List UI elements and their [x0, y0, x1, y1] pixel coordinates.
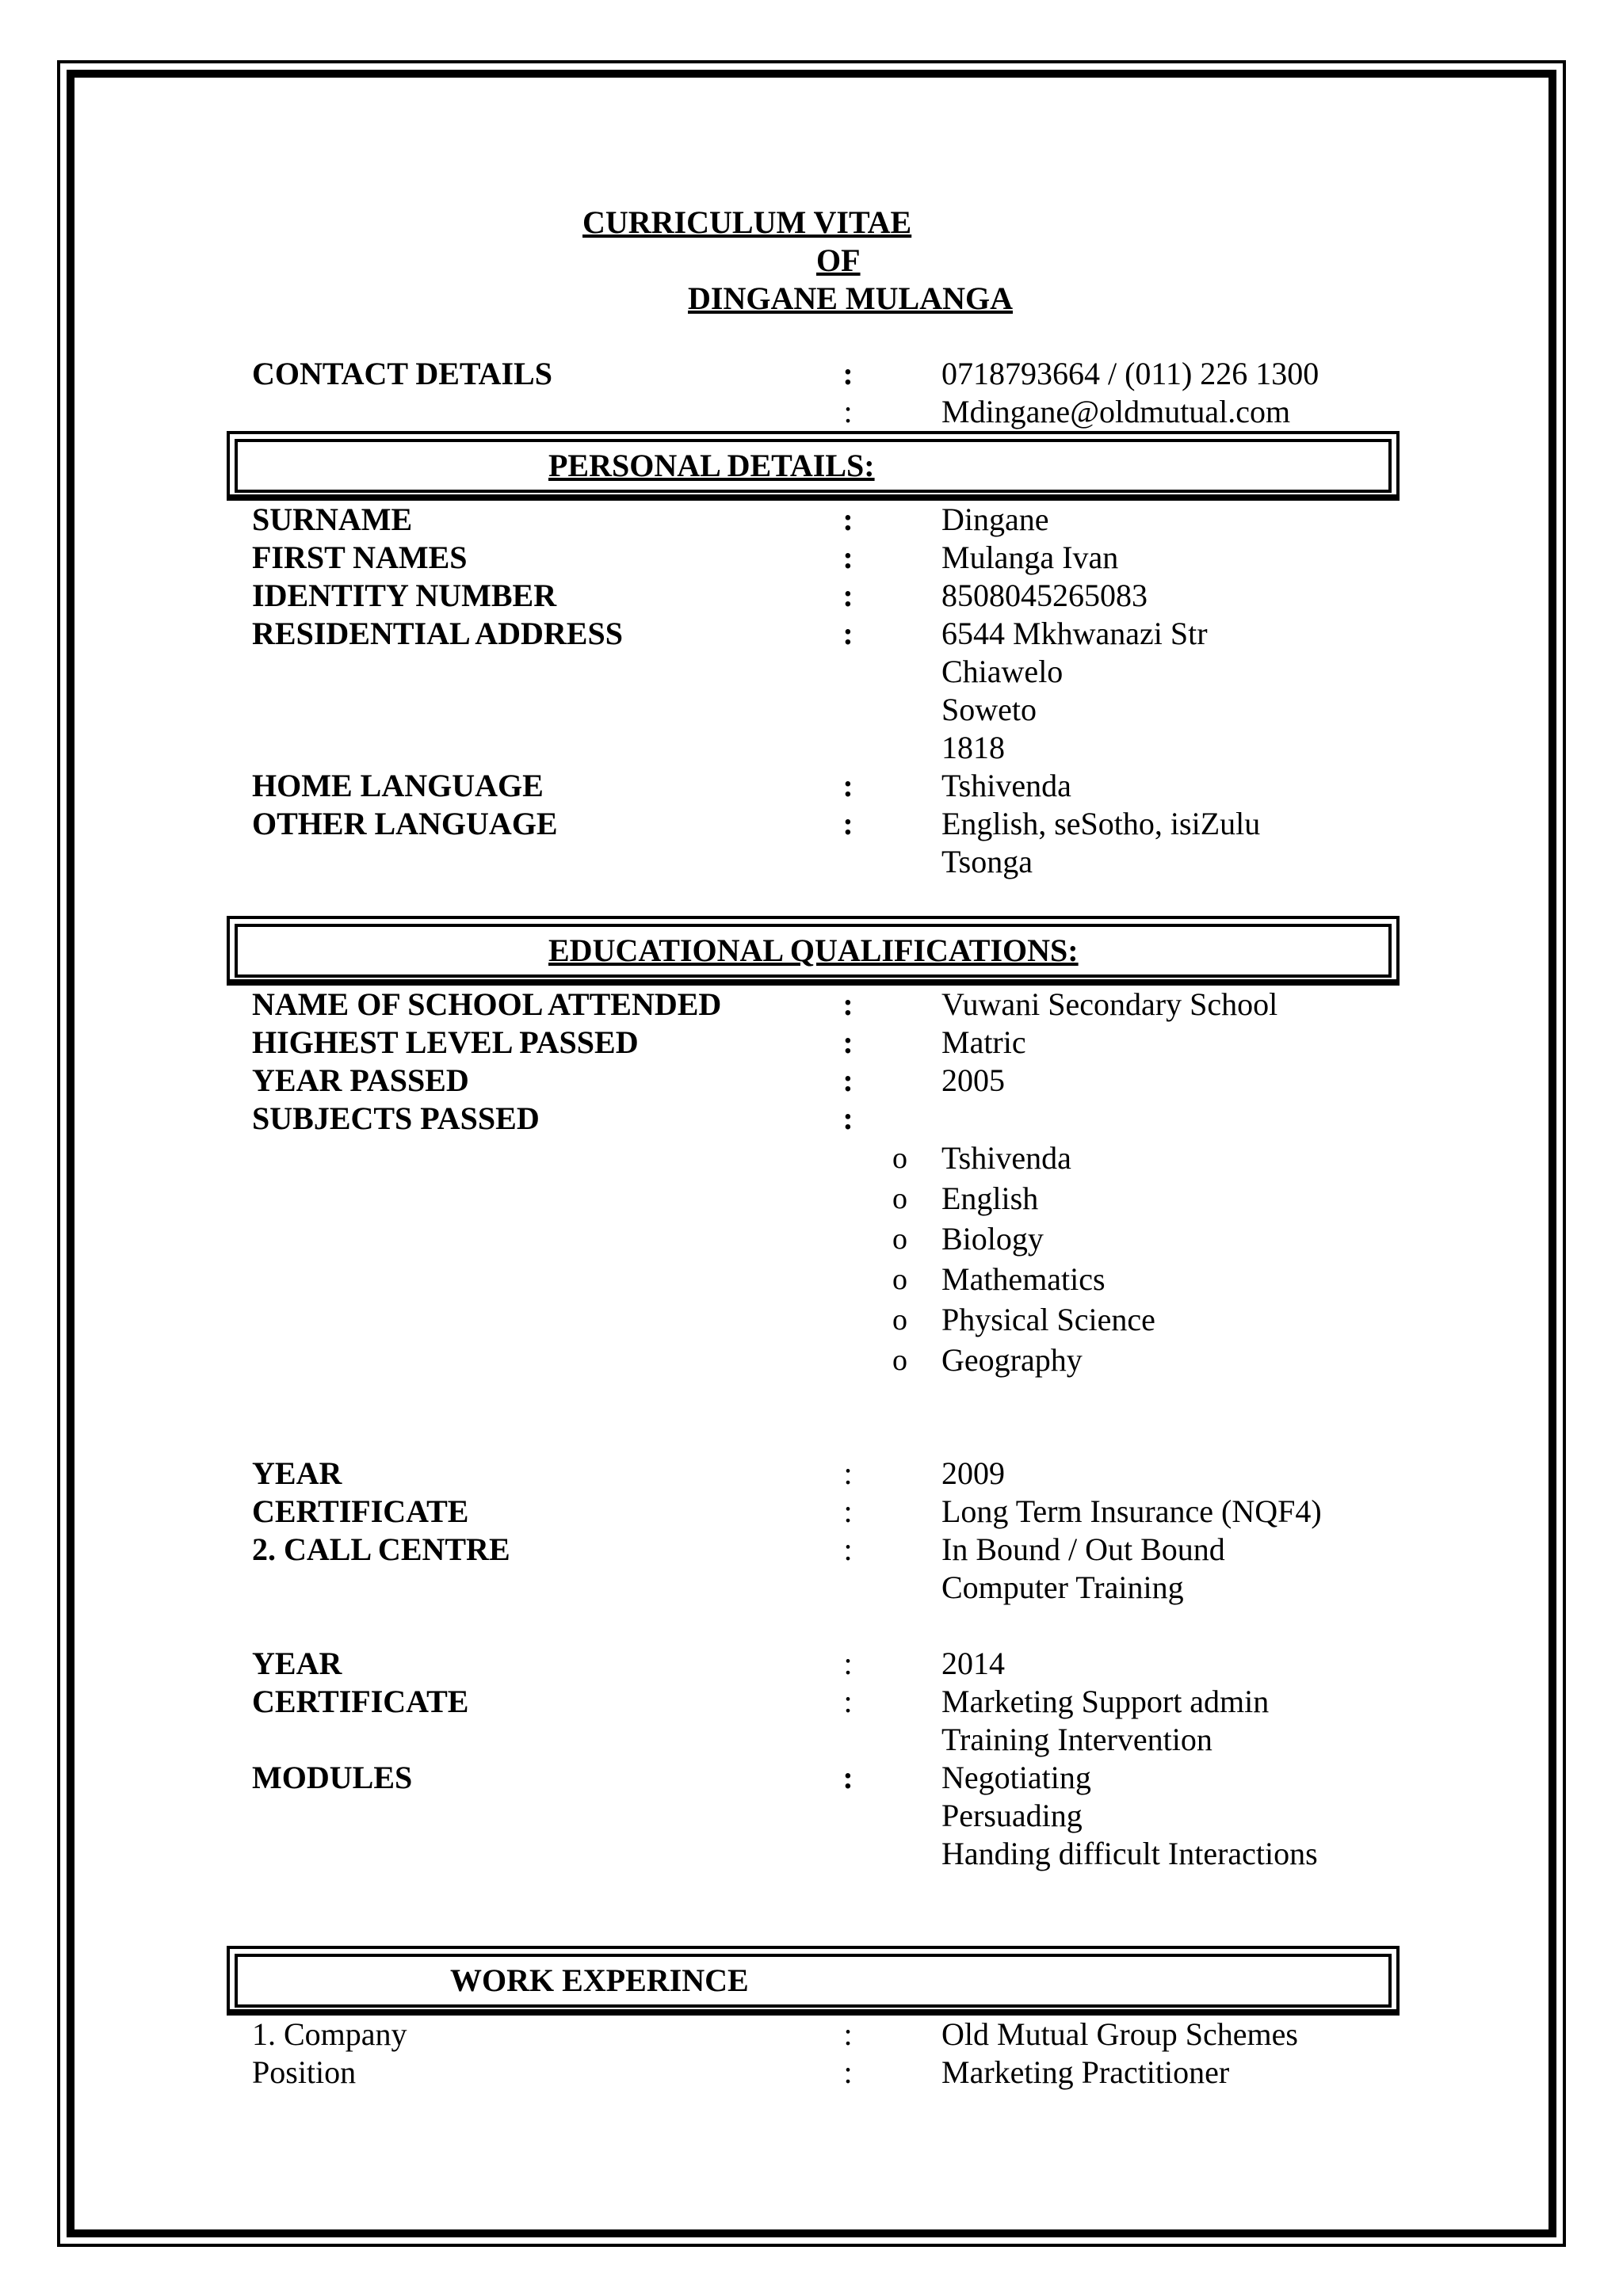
surname-row: [252, 501, 1441, 539]
highest-level-label: HIGHEST LEVEL PASSED: [252, 1024, 639, 1060]
cert2-year-row: [252, 1645, 1441, 1683]
cert2-certificate-extra: Training Intervention: [941, 1722, 1212, 1757]
identity-number-value: 8508045265083: [941, 578, 1148, 613]
year-passed-value: 2005: [941, 1062, 1005, 1098]
call-centre-row: [252, 1531, 1441, 1569]
contact-email-row: [252, 393, 1441, 431]
school-value: Vuwani Secondary School: [941, 986, 1278, 1022]
call-centre-row-2: [252, 1569, 1441, 1607]
cert2-certificate-label: CERTIFICATE: [252, 1684, 469, 1719]
first-names-value: Mulanga Ivan: [941, 540, 1119, 575]
cert2-year-value: 2014: [941, 1646, 1005, 1681]
highest-level-value: Matric: [941, 1024, 1026, 1060]
colon: :: [842, 986, 854, 1022]
work-experience-box: [227, 1946, 1400, 2016]
other-language-row: [252, 805, 1441, 843]
modules-row: [252, 1759, 1441, 1797]
address-row-2: [252, 653, 1441, 691]
cv-title-line1: CURRICULUM VITAE: [582, 204, 912, 240]
colon: :: [842, 578, 854, 613]
cv-title-name: DINGANE MULANGA: [688, 280, 1013, 316]
module-name: Negotiating: [941, 1760, 1091, 1795]
colon: :: [842, 768, 854, 803]
company-value: Old Mutual Group Schemes: [941, 2016, 1298, 2052]
address-line1: 6544 Mkhwanazi Str: [941, 616, 1208, 651]
bullet-icon: o: [892, 1222, 907, 1256]
subjects-label: SUBJECTS PASSED: [252, 1100, 540, 1136]
home-language-label: HOME LANGUAGE: [252, 768, 544, 803]
personal-details-heading: PERSONAL DETAILS:: [548, 448, 875, 483]
colon: :: [842, 502, 854, 537]
subject-item: [252, 1301, 1441, 1339]
colon: :: [843, 1493, 853, 1529]
modules-row-3: [252, 1835, 1441, 1873]
subject-name: Physical Science: [941, 1302, 1155, 1337]
bullet-icon: o: [892, 1344, 907, 1377]
subject-item: [252, 1180, 1441, 1218]
cert1-certificate-label: CERTIFICATE: [252, 1493, 469, 1529]
subjects-row: [252, 1100, 1441, 1138]
contact-phone-row: [252, 355, 1441, 393]
contact-email: Mdingane@oldmutual.com: [941, 394, 1291, 429]
surname-label: SURNAME: [252, 502, 413, 537]
colon: :: [842, 1760, 854, 1795]
cv-title-line2: OF: [816, 242, 861, 278]
colon: :: [843, 394, 853, 429]
contact-label: CONTACT DETAILS: [252, 356, 552, 391]
bullet-icon: o: [892, 1182, 907, 1215]
modules-row-2: [252, 1797, 1441, 1835]
subject-name: Biology: [941, 1221, 1044, 1257]
position-row: [252, 2054, 1441, 2092]
colon: :: [842, 616, 854, 651]
position-value: Marketing Practitioner: [941, 2054, 1230, 2090]
other-language-value: English, seSotho, isiZulu: [941, 806, 1261, 841]
module-name: Persuading: [941, 1798, 1083, 1833]
subject-name: Mathematics: [941, 1261, 1106, 1297]
colon: :: [842, 356, 854, 391]
cert1-certificate-value: Long Term Insurance (NQF4): [941, 1493, 1322, 1529]
subject-item: [252, 1220, 1441, 1258]
bullet-icon: o: [892, 1303, 907, 1337]
work-experience-heading: WORK EXPERINCE: [450, 1962, 749, 1998]
subject-item: [252, 1139, 1441, 1177]
other-language-row-2: [252, 843, 1441, 881]
home-language-value: Tshivenda: [941, 768, 1071, 803]
subject-name: English: [941, 1180, 1039, 1216]
colon: :: [843, 1455, 853, 1491]
call-centre-value: In Bound / Out Bound: [941, 1531, 1225, 1567]
cert1-year-row: [252, 1455, 1441, 1493]
modules-label: MODULES: [252, 1760, 413, 1795]
year-passed-label: YEAR PASSED: [252, 1062, 469, 1098]
surname-value: Dingane: [941, 502, 1049, 537]
colon: :: [843, 2016, 853, 2052]
position-label: Position: [252, 2054, 357, 2090]
call-centre-label: 2. CALL CENTRE: [252, 1531, 510, 1567]
school-label: NAME OF SCHOOL ATTENDED: [252, 986, 722, 1022]
subject-name: Geography: [941, 1342, 1083, 1378]
address-label: RESIDENTIAL ADDRESS: [252, 616, 623, 651]
first-names-label: FIRST NAMES: [252, 540, 468, 575]
bullet-icon: o: [892, 1142, 907, 1175]
colon: :: [843, 2054, 853, 2090]
colon: :: [843, 1531, 853, 1567]
identity-number-row: [252, 577, 1441, 615]
education-heading: EDUCATIONAL QUALIFICATIONS:: [548, 933, 1079, 968]
year-passed-row: [252, 1062, 1441, 1100]
cert2-certificate-row: [252, 1683, 1441, 1721]
other-language-label: OTHER LANGUAGE: [252, 806, 558, 841]
cert2-certificate-row-2: [252, 1721, 1441, 1759]
cert1-year-value: 2009: [941, 1455, 1005, 1491]
module-name: Handing difficult Interactions: [941, 1836, 1318, 1871]
colon: :: [842, 1062, 854, 1098]
identity-number-label: IDENTITY NUMBER: [252, 578, 557, 613]
school-row: [252, 986, 1441, 1024]
address-postal-code: 1818: [941, 730, 1005, 765]
cert2-year-label: YEAR: [252, 1646, 342, 1681]
cert2-certificate-value: Marketing Support admin: [941, 1684, 1270, 1719]
colon: :: [842, 806, 854, 841]
subject-item: [252, 1341, 1441, 1379]
company-label: 1. Company: [252, 2016, 407, 2052]
address-line2: Chiawelo: [941, 654, 1064, 689]
address-line3: Soweto: [941, 692, 1037, 727]
company-row: [252, 2016, 1441, 2054]
cert1-certificate-row: [252, 1493, 1441, 1531]
home-language-row: [252, 767, 1441, 805]
colon: :: [843, 1646, 853, 1681]
subject-name: Tshivenda: [941, 1140, 1071, 1176]
colon: :: [842, 540, 854, 575]
address-row-3: [252, 691, 1441, 729]
other-language-extra: Tsonga: [941, 844, 1033, 879]
subject-item: [252, 1261, 1441, 1299]
first-names-row: [252, 539, 1441, 577]
contact-phone: 0718793664 / (011) 226 1300: [941, 356, 1319, 391]
colon: :: [842, 1100, 854, 1136]
call-centre-extra: Computer Training: [941, 1569, 1184, 1605]
colon: :: [843, 1684, 853, 1719]
cert1-year-label: YEAR: [252, 1455, 342, 1491]
colon: :: [842, 1024, 854, 1060]
bullet-icon: o: [892, 1263, 907, 1296]
address-row: [252, 615, 1441, 653]
address-row-4: [252, 729, 1441, 767]
highest-level-row: [252, 1024, 1441, 1062]
